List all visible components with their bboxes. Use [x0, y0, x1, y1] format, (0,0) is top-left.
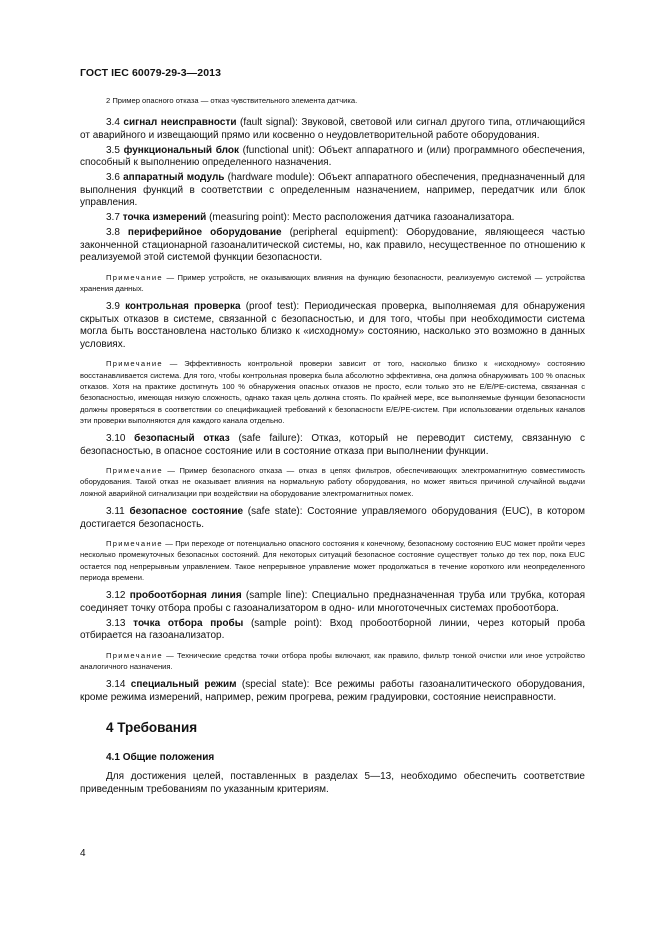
clause-text: (functional unit): Объект аппаратного и (или) программного обеспечения, способный к выполнению определенного назначения. — [80, 144, 586, 169]
document-body — [80, 95, 585, 799]
note-label: Примечание — [106, 272, 163, 282]
clause-term: точка измерений — [122, 212, 207, 224]
note-text: — Пример безопасного отказа — отказ в цепях фильтров, обеспечивающих электромагнитную совместимость оборудования. Такой отказ не оказывает влияния на нормальную работу оборудования, но может явиться причиной случайной выдачи ложной аварийной сигнализации при воздействии на оборудование электромагнитных помех. — [80, 466, 585, 498]
section-heading-4 — [80, 720, 585, 735]
clause-number: 3.9 — [106, 301, 120, 313]
note-label: Примечание — [106, 539, 163, 549]
note-label: Примечание — [106, 466, 163, 476]
clause-3-11 — [80, 506, 585, 531]
clause-number: 3.8 — [106, 227, 120, 239]
document-header: ГОСТ IEC 60079-29-3—2013 — [80, 67, 222, 79]
clause-number: 3.6 — [106, 172, 120, 184]
paragraph-4-1: Для достижения целей, поставленных в разделах 5—13, необходимо обеспечить соответствие приведенным требованиям по указанным критериям. — [80, 771, 585, 795]
clause-3-7 — [80, 212, 585, 225]
clause-3-10 — [80, 433, 585, 458]
note-3-8 — [80, 272, 585, 295]
note-3-10 — [80, 465, 585, 499]
clause-text: (special state): Все режимы работы газоаналитического оборудования, кроме режима измерений, например, режим прогрева, режим градуировки, состояние неисправности. — [80, 679, 585, 703]
note-3-13 — [80, 650, 585, 673]
clause-3-5 — [80, 145, 585, 170]
section-number: 4 — [106, 720, 114, 736]
clause-3-12 — [80, 590, 585, 615]
note-2: 2 Пример опасного отказа — отказ чувствительного элемента датчика. — [106, 96, 358, 105]
subsection-title: Общие положения — [122, 752, 215, 764]
note-text: — При переходе от потенциально опасного состояния к конечному, безопасному состоянию EUC может пройти через несколько промежуточных безопасных состояний. Для некоторых ситуаций безопасное состояние существует только до тех пор, пока EUC остается под непрерывным управлением. Такое непрерывное управление может продолжаться в течение короткого или неопределенного периода времени. — [80, 539, 585, 582]
clause-number: 3.14 — [106, 679, 126, 691]
clause-3-4 — [80, 117, 585, 142]
clause-3-14 — [80, 679, 585, 704]
clause-3-8 — [80, 227, 585, 265]
clause-term: точка отбора пробы — [133, 617, 244, 629]
clause-number: 3.7 — [106, 212, 120, 224]
note-text: — Пример устройств, не оказывающих влияния на функцию безопасности, реализуемую системой — устройства хранения данных. — [80, 272, 585, 294]
clause-number: 3.13 — [106, 617, 126, 629]
clause-term: периферийное оборудование — [127, 227, 282, 239]
clause-text: (measuring point): Место расположения датчика газоанализатора. — [206, 212, 515, 224]
clause-text: (safe failure): Отказ, который не переводит систему, связанную с безопасностью, в опасное состояние или в состояние отказа при выполнении функции. — [80, 433, 585, 457]
note-3-11 — [80, 538, 585, 583]
clause-number: 3.4 — [106, 117, 120, 129]
clause-term: контрольная проверка — [125, 301, 241, 313]
subsection-number: 4.1 — [106, 752, 120, 764]
note-label: Примечание — [106, 359, 163, 369]
clause-3-13 — [80, 618, 585, 643]
section-title: Требования — [117, 720, 198, 736]
clause-number: 3.11 — [106, 506, 125, 518]
note-3-9 — [80, 358, 585, 426]
clause-3-9 — [80, 301, 585, 351]
clause-term: специальный режим — [130, 679, 237, 691]
clause-term: безопасный отказ — [134, 433, 230, 445]
clause-number: 3.10 — [106, 433, 126, 445]
clause-number: 3.12 — [106, 590, 126, 602]
clause-term: пробоотборная линия — [129, 590, 242, 602]
page-number: 4 — [80, 848, 86, 859]
clause-3-6 — [80, 172, 585, 210]
clause-text: (peripheral equipment): Оборудование, являющееся частью законченной стационарной газоаналитической системы, но, как правило, несущественное по отношению к реализуемой этой системой функции безопасности. — [80, 227, 585, 264]
subsection-heading-4-1 — [80, 752, 585, 763]
clause-text: (proof test): Периодическая проверка, выполняемая для обнаружения скрытых отказов в системе, связанной с безопасностью, и для того, чтобы при необходимости система могла быть восстановлена настолько близко к «исходному» состоянию, насколько это возможно в данных условиях. — [80, 301, 585, 350]
clause-term: безопасное состояние — [129, 506, 244, 518]
clause-term: аппаратный модуль — [123, 172, 225, 184]
note-text: — Эффективность контрольной проверки зависит от того, насколько близко к «исходному» состоянию восстанавливается система. Для того, чтобы контрольная проверка была абсолютно эффективна, она должна обнаруживать 100 % опасных отказов. Хотя на практике достигнуть 100 % обнаружения опасных отказов не просто, если только это не E/E/PE-система, связанная с безопасностью, имеющая низкую сложность, однако такая цель должна стоять. По крайней мере, все выполняемые функции безопасности должны проверяться в соответствии со спецификацией требований к безопасности E/E/PE-систем. При использовании отдельных каналов эти проверки выполняются для каждого канала отдельно. — [80, 359, 585, 425]
clause-text: (hardware module): Объект аппаратного обеспечения, предназначенный для выполнения функций в соответствии с определенным назначением, например, передатчик или блок управления. — [80, 172, 585, 209]
note-label: Примечание — [106, 650, 163, 660]
clause-text: (sample line): Специально предназначенная труба или трубка, которая соединяет точку отбора пробы с газоанализатором в одно- или многоточечных системах пробоотбора. — [80, 590, 585, 614]
note-text: — Технические средства точки отбора пробы включают, как правило, фильтр тонкой очистки или иное устройство аналогичного назначения. — [80, 650, 585, 672]
clause-text: (fault signal): Звуковой, световой или сигнал другого типа, отличающийся от аварийного и извещающий прямо или косвенно о неудовлетворительной работе оборудования. — [80, 117, 585, 141]
clause-term: функциональный блок — [123, 144, 239, 156]
clause-text: (safe state): Состояние управляемого оборудования (EUC), в котором достигается безопасность. — [80, 506, 585, 530]
clause-text: (sample point): Вход пробоотборной линии, через который проба отбирается на газоанализатор. — [80, 617, 586, 642]
clause-number: 3.5 — [106, 144, 120, 156]
clause-term: сигнал неисправности — [123, 117, 237, 129]
